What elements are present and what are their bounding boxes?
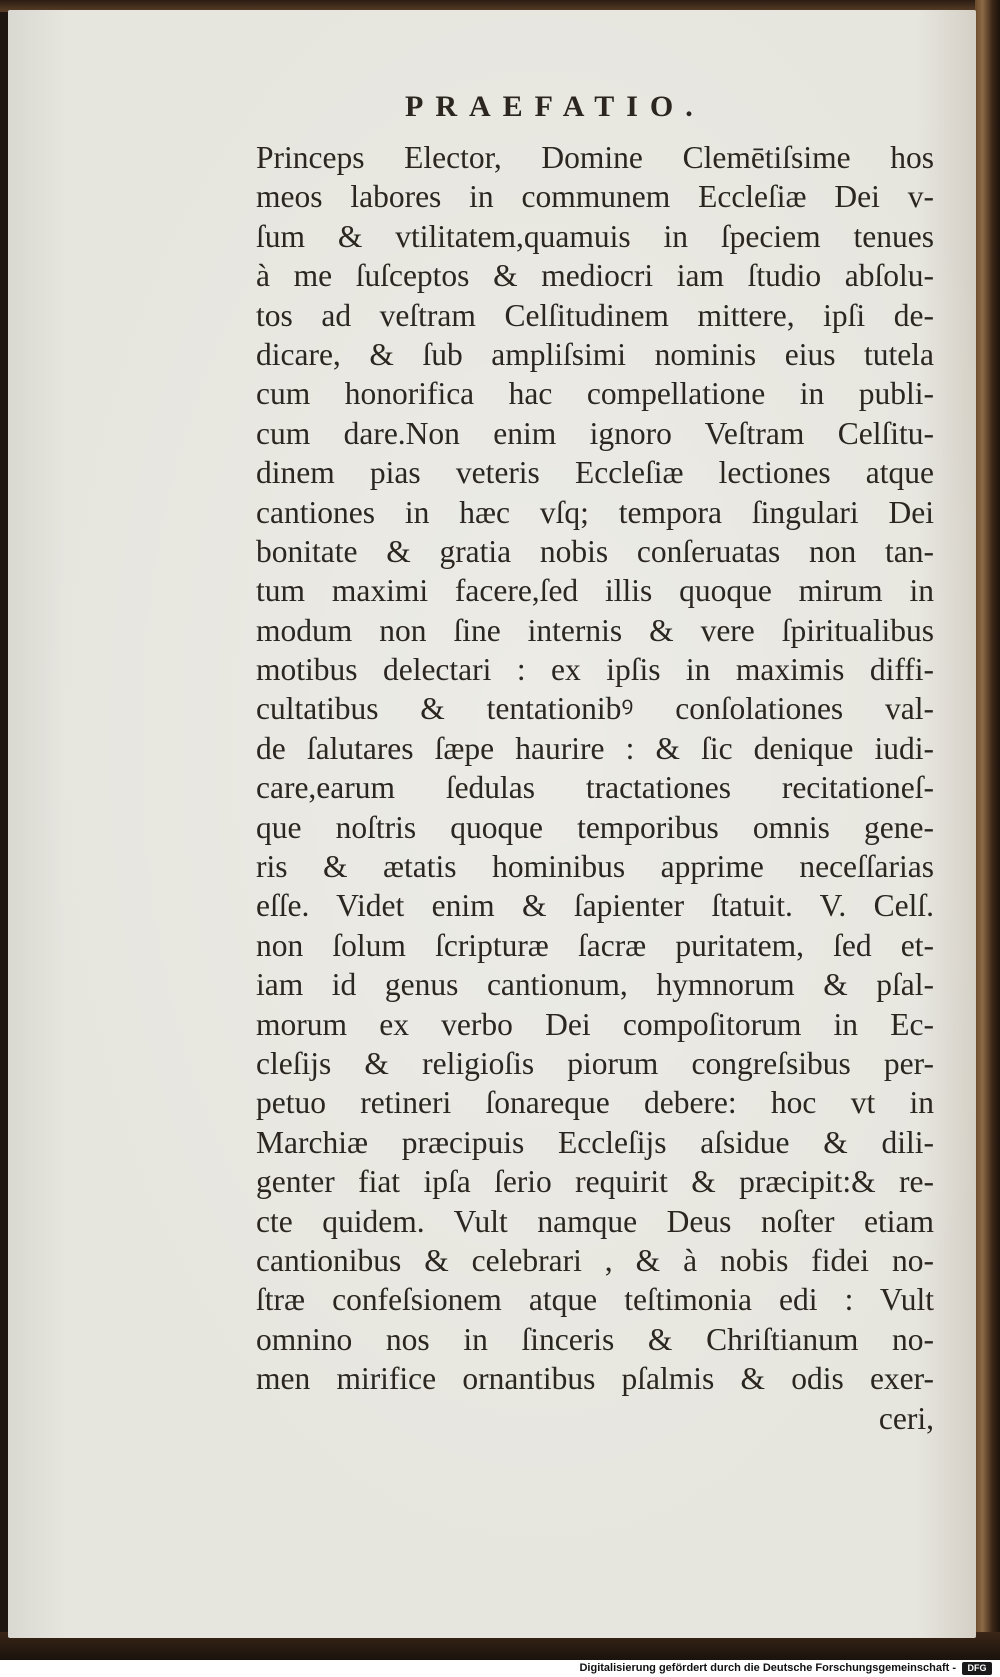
text-line: bonitate & gratia nobis conſeruatas non tan- (256, 533, 934, 569)
text-line: dinem pias veteris Eccleſiæ lectiones atque (256, 455, 934, 491)
body-text (256, 138, 934, 1438)
text-line: motibus delectari : ex ipſis in maximis diffi- (256, 652, 934, 688)
text-line: cantionibus & celebrari , & à nobis fidei no- (256, 1242, 934, 1278)
text-line: omnino nos in ſinceris & Chriſtianum no- (256, 1321, 934, 1357)
text-line: tum maximi facere,ſed illis quoque mirum in (256, 573, 934, 609)
text-line: care,earum ſedulas tractationes recitationeſ- (256, 770, 934, 806)
dfg-logo: DFG (962, 1662, 992, 1675)
text-line: men mirifice ornantibus pſalmis & odis exer- (256, 1361, 934, 1397)
text-line: ſum & vtilitatem,quamuis in ſpeciem tenues (256, 218, 934, 254)
text-line: modum non ſine internis & vere ſpiritualibus (256, 612, 934, 648)
book-fore-edge (975, 0, 1000, 1660)
running-header: PRAEFATIO. (405, 90, 705, 123)
text-line: meos labores in communem Eccleſiæ Dei v- (256, 179, 934, 215)
text-line: cultatibus & tentationibꝰ conſolationes val- (256, 691, 934, 727)
text-line: dicare, & ſub ampliſsimi nominis eius tutela (256, 336, 934, 372)
text-line: cte quidem. Vult namque Deus noſter etiam (256, 1203, 934, 1239)
text-line: eſſe. Videt enim & ſapienter ſtatuit. V. Celſ. (256, 888, 934, 924)
text-line: cantiones in hæc vſq; tempora ſingulari Dei (256, 494, 934, 530)
text-line: que noſtris quoque temporibus omnis gene- (256, 809, 934, 845)
text-line: non ſolum ſcripturæ ſacræ puritatem, ſed et- (256, 927, 934, 963)
text-line: petuo retineri ſonareque debere: hoc vt in (256, 1085, 934, 1121)
text-line: genter fiat ipſa ſerio requirit & præcipit:& re- (256, 1164, 934, 1200)
funding-credit: Digitalisierung gefördert durch die Deutsche Forschungsgemeinschaft - (579, 1662, 956, 1674)
catchword: ceri, (878, 1400, 934, 1436)
text-line: morum ex verbo Dei compoſitorum in Ec- (256, 1006, 934, 1042)
text-line: iam id genus cantionum, hymnorum & pſal- (256, 967, 934, 1003)
text-line: à me ſuſceptos & mediocri iam ſtudio abſolu- (256, 258, 934, 294)
text-line: de ſalutares ſæpe haurire : & ſic denique iudi- (256, 730, 934, 766)
text-line: ris & ætatis hominibus apprime neceſſarias (256, 849, 934, 885)
text-line: cum dare.Non enim ignoro Veſtram Celſitu- (256, 415, 934, 451)
text-line: tos ad veſtram Celſitudinem mittere, ipſi de- (256, 297, 934, 333)
text-line: Marchiæ præcipuis Eccleſijs aſsidue & dili- (256, 1124, 934, 1160)
text-line: ſtræ confeſsionem atque teſtimonia edi : Vult (256, 1282, 934, 1318)
text-line: cleſijs & religioſis piorum congreſsibus per- (256, 1045, 934, 1081)
text-line: cum honorifica hac compellatione in publi- (256, 376, 934, 412)
text-line: Princeps Elector, Domine Clemētiſsime hos (256, 140, 934, 175)
